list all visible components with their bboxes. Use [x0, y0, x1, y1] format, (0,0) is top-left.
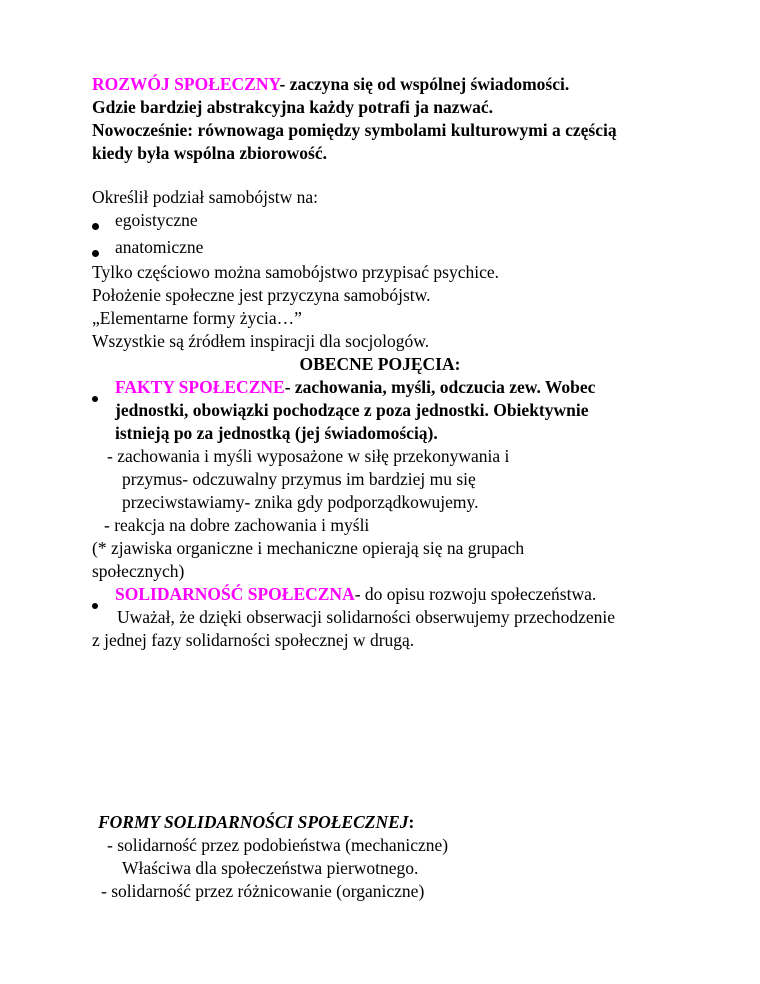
- suicide-line-1: Tylko częściowo można samobójstwo przypisać psychice.: [92, 262, 499, 282]
- forms-heading-text: FORMY SOLIDARNOŚCI SPOŁECZNEJ: [98, 812, 409, 832]
- suicide-item-egoistyczne: egoistyczne: [115, 210, 198, 230]
- intro-line-1: [92, 73, 569, 96]
- facts-definition: - zachowania, myśli, odczucia zew. Wobec: [284, 377, 596, 397]
- intro-term: ROZWÓJ SPOŁECZNY: [92, 74, 280, 94]
- facts-line-3: istnieją po za jednostką (jej świadomością).: [115, 423, 438, 443]
- facts-line-1: [115, 376, 595, 399]
- bullet-icon: [92, 592, 98, 615]
- intro-text: - zaczyna się od wspólnej świadomości.: [279, 74, 570, 94]
- forms-item-2: Właściwa dla społeczeństwa pierwotnego.: [122, 858, 419, 878]
- solidarity-line-2: Uważał, że dzięki obserwacji solidarności obserwujemy przechodzenie: [117, 607, 616, 627]
- solidarity-term: SOLIDARNOŚĆ SPOŁECZNA: [115, 584, 355, 604]
- facts-sub-1: - zachowania i myśli wyposażone w siłę przekonywania i: [107, 446, 510, 466]
- intro-line-4: kiedy była wspólna zbiorowość.: [92, 143, 327, 163]
- suicide-line-2: Położenie społeczne jest przyczyna samobójstw.: [92, 285, 431, 305]
- intro-line-3: Nowocześnie: równowaga pomiędzy symbolami kulturowymi a częścią: [92, 120, 617, 140]
- facts-term: FAKTY SPOŁECZNE: [115, 377, 285, 397]
- facts-note-2: społecznych): [92, 561, 185, 581]
- solidarity-definition: - do opisu rozwoju społeczeństwa.: [354, 584, 597, 604]
- bullet-icon: [92, 385, 98, 408]
- solidarity-line-3: z jednej fazy solidarności społecznej w drugą.: [92, 630, 415, 650]
- forms-item-1: - solidarność przez podobieństwa (mechaniczne): [107, 835, 449, 855]
- facts-sub-3: przeciwstawiamy- znika gdy podporządkowujemy.: [122, 492, 479, 512]
- facts-sub-4: - reakcja na dobre zachowania i myśli: [104, 515, 370, 535]
- solidarity-line-1: [115, 583, 596, 606]
- suicide-line-3: „Elementarne formy życia…”: [92, 308, 302, 328]
- forms-heading-colon: :: [408, 812, 415, 832]
- intro-line-2: Gdzie bardziej abstrakcyjna każdy potrafi ja nazwać.: [92, 97, 494, 117]
- suicide-heading: Określił podział samobójstw na:: [92, 187, 319, 207]
- forms-heading: [98, 811, 414, 834]
- forms-item-3: - solidarność przez różnicowanie (organiczne): [101, 881, 425, 901]
- facts-sub-2: przymus- odczuwalny przymus im bardziej mu się: [122, 469, 476, 489]
- concepts-heading: OBECNE POJĘCIA:: [299, 354, 461, 374]
- bullet-icon: [92, 240, 99, 263]
- bullet-icon: [92, 213, 99, 236]
- facts-line-2: jednostki, obowiązki pochodzące z poza jednostki. Obiektywnie: [115, 400, 589, 420]
- suicide-item-anatomiczne: anatomiczne: [115, 237, 204, 257]
- suicide-line-4: Wszystkie są źródłem inspiracji dla socjologów.: [92, 331, 430, 351]
- facts-note-1: (* zjawiska organiczne i mechaniczne opierają się na grupach: [92, 538, 525, 558]
